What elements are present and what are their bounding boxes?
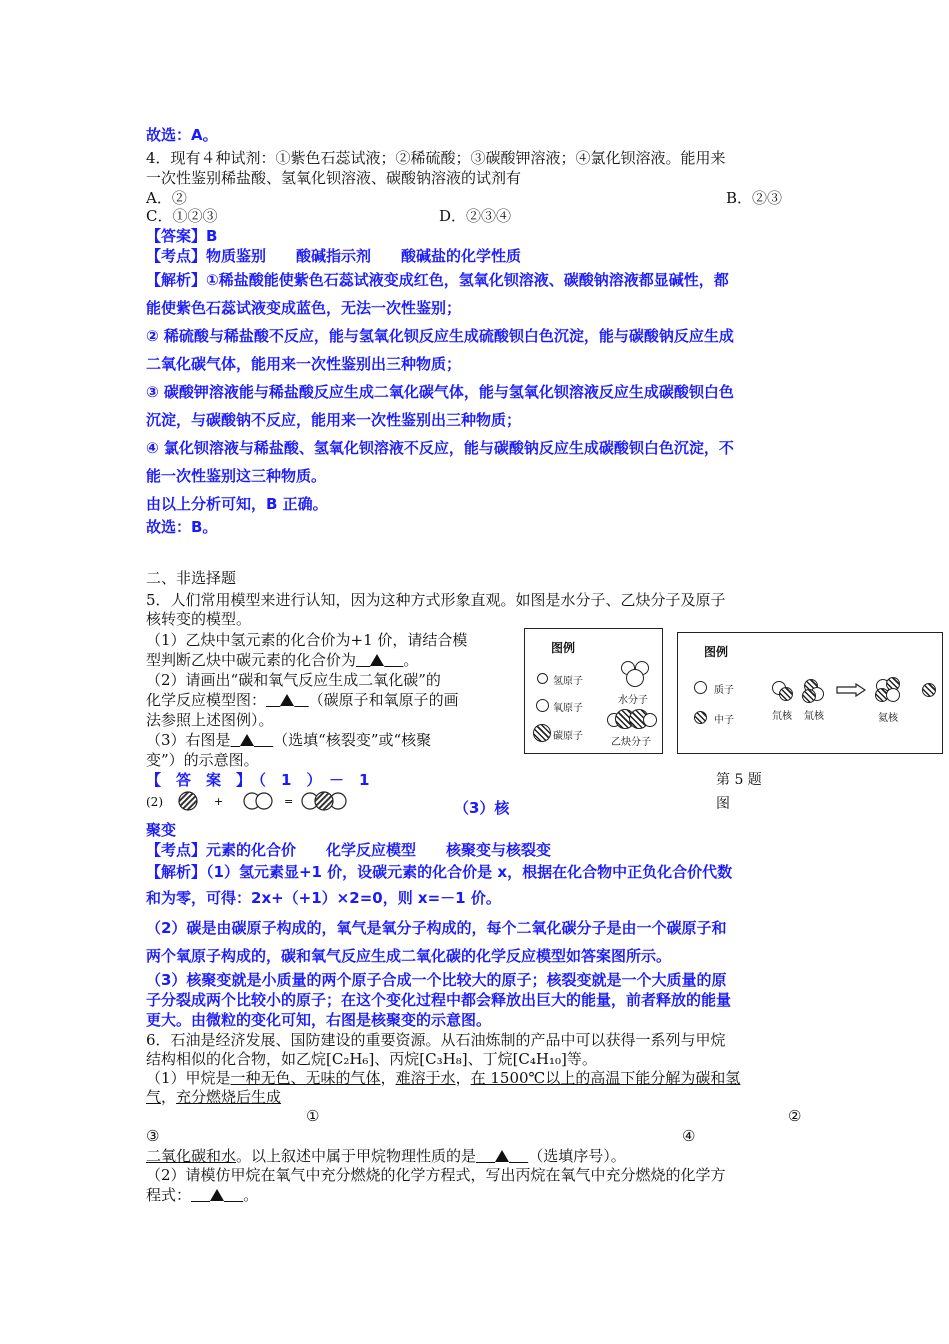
marker-1: ① xyxy=(306,1107,320,1125)
tritium-label: 氚核 xyxy=(804,711,824,722)
q4-analysis-6: 沉淀，与碳酸钠不反应，能用来一次性鉴别出三种物质； xyxy=(146,411,522,429)
water-molecule-label: 水分子 xyxy=(618,695,648,706)
q5-part1-1: （1）乙炔中氢元素的化合价为+1 价，请结合模 xyxy=(146,631,468,649)
q4-option-a: A．② xyxy=(146,189,187,207)
triangle-icon xyxy=(370,654,384,666)
svg-text:=: = xyxy=(284,795,294,808)
property-1: 一种无色、无味的气体 xyxy=(230,1069,381,1087)
q5-part1-2: 型判断乙炔中碳元素的化合价为 。 xyxy=(146,651,419,669)
answer-blank xyxy=(476,1147,528,1165)
water-o-icon xyxy=(626,669,644,687)
q4-analysis-3: ② 稀硫酸与稀盐酸不反应，能与氢氧化钡反应生成硫酸钡白色沉淀，能与碳酸钠反应生成 xyxy=(146,327,734,345)
q5-answer-4: 聚变 xyxy=(146,821,177,839)
oxygen-atom-label: 氧原子 xyxy=(553,703,583,714)
q5-analysis-2: 和为零，可得：2x+（+1）×2=0，则 x=－1 价。 xyxy=(146,889,501,907)
q5-part2-3: 法参照上述图例）。 xyxy=(146,711,274,729)
acetylene-label: 乙炔分子 xyxy=(611,737,651,748)
q5-topic: 【考点】元素的化合价 化学反应模型 核聚变与核裂变 xyxy=(146,841,552,859)
triangle-icon xyxy=(210,1189,224,1201)
q6-stem-1: 6．石油是经济发展、国防建设的重要资源。从石油炼制的产品中可以获得一系列与甲烷 xyxy=(146,1031,726,1049)
q5-part2-2: 化学反应模型图： （碳原子和氧原子的画 xyxy=(146,691,459,709)
q5-analysis-3: （2）碳是由碳原子构成的，氧气是氧分子构成的，每个二氧化碳分子是由一个碳原子和 xyxy=(146,919,727,937)
property-2: 难溶于水 xyxy=(395,1069,456,1087)
q5-part3-2: 变”）的示意图。 xyxy=(146,751,259,769)
acetylene-h-icon xyxy=(643,713,657,727)
q5-answer-1: 【 答 案 】 （ 1 ） － 1 xyxy=(146,771,370,789)
q4-answer: 【答案】B xyxy=(146,227,218,245)
q5-stem-1: 5．人们常用模型来进行认知，因为这种方式形象直观。如图是水分子、乙炔分子及原子 xyxy=(146,591,726,609)
svg-text:+: + xyxy=(214,795,224,808)
q4-option-b: B．②③ xyxy=(726,189,783,207)
tritium-neutron-icon xyxy=(802,689,816,703)
q4-analysis-5: ③ 碳酸钾溶液能与稀盐酸反应生成二氧化碳气体，能与氢氧化钡溶液反应生成碳酸钡白色 xyxy=(146,383,734,401)
triangle-icon xyxy=(240,734,254,746)
answer-blank xyxy=(356,651,403,669)
q6-part1-2: 气，充分燃烧后生成 xyxy=(146,1088,282,1106)
q4-analysis-1: 【解析】①稀盐酸能使紫色石蕊试液变成红色，氢氧化钡溶液、碳酸钠溶液都显碱性，都 xyxy=(146,271,729,289)
q4-topic: 【考点】物质鉴别 酸碱指示剂 酸碱盐的化学性质 xyxy=(146,247,522,265)
q4-analysis-10: 故选：B。 xyxy=(146,518,218,536)
q5-part2-1: （2）请画出“碳和氧气反应生成二氧化碳”的 xyxy=(146,671,441,689)
neutron-label: 中子 xyxy=(714,715,734,726)
free-neutron-icon xyxy=(922,683,936,697)
q5-part3-1: （3）右图是 （选填“核裂变”或“核聚 xyxy=(146,731,432,749)
legend-title: 图例 xyxy=(551,641,576,655)
carbon-atom-label: 碳原子 xyxy=(553,731,583,742)
hydrogen-atom-icon xyxy=(537,673,548,684)
q5-stem-2: 核转变的模型。 xyxy=(146,610,252,628)
proton-icon xyxy=(694,681,707,694)
neutron-icon xyxy=(694,711,707,724)
q4-analysis-8: 能一次性鉴别这三种物质。 xyxy=(146,467,327,485)
helium-proton-icon xyxy=(886,688,900,702)
q4-analysis-4: 二氧化碳气体，能用来一次性鉴别出三种物质； xyxy=(146,355,462,373)
q4-analysis-9: 由以上分析可知，B 正确。 xyxy=(146,495,328,513)
property-3: 在 1500℃以上的高温下能分解为碳和氢 xyxy=(470,1069,741,1087)
marker-2: ② xyxy=(788,1107,802,1125)
answer-blank xyxy=(191,1186,243,1204)
q4-option-d: D．②③④ xyxy=(439,207,512,225)
prev-answer: 故选：A。 xyxy=(146,126,218,144)
q6-part2-2: 程式： 。 xyxy=(146,1186,259,1204)
proton-label: 质子 xyxy=(714,685,734,696)
q5-part1-text: 型判断乙炔中碳元素的化合价为 xyxy=(146,651,357,669)
q6-part1-3: 二氧化碳和水。以上叙述中属于甲烷物理性质的是 （选填序号）。 xyxy=(146,1147,626,1165)
nuclear-fusion-figure xyxy=(677,632,943,754)
q4-stem-1: 4．现有４种试剂：①紫色石蕊试液；②稀硫酸；③碳酸钾溶液；④氯化钡溶液。能用来 xyxy=(146,149,726,167)
figure-caption-2: 图 xyxy=(716,796,730,812)
q4-stem-2: 一次性鉴别稀盐酸、氢氧化钡溶液、碳酸钠溶液的试剂有 xyxy=(146,169,522,187)
q5-analysis-5: （3）核聚变就是小质量的两个原子合成一个比较大的原子；核裂变就是一个大质量的原 xyxy=(146,971,727,989)
q5-analysis-4: 两个氧原子构成的，碳和氧气反应生成二氧化碳的化学反应模型如答案图所示。 xyxy=(146,947,672,965)
q6-part1-1: （1）甲烷是一种无色、无味的气体，难溶于水，在 1500℃以上的高温下能分解为碳和氢 xyxy=(146,1069,741,1087)
q4-option-c: C．①②③ xyxy=(146,207,218,225)
arrow-right-icon xyxy=(836,683,866,697)
legend-figure-1 xyxy=(524,628,663,754)
hydrogen-atom-label: 氢原子 xyxy=(553,676,583,687)
q6-stem-2: 结构相似的化合物，如乙烷[C₂H₆]、丙烷[C₃H₈]、丁烷[C₄H₁₀]等。 xyxy=(146,1050,597,1068)
oxygen-atom-icon xyxy=(536,699,549,712)
q6-part2-1: （2）请模仿甲烷在氧气中充分燃烧的化学方程式，写出丙烷在氧气中充分燃烧的化学方 xyxy=(146,1166,726,1184)
q5-answer-3: （3）核 xyxy=(454,799,510,817)
figure-caption-1: 第 5 题 xyxy=(716,772,762,788)
answer-blank xyxy=(231,731,274,749)
q5-analysis-6: 子分裂成两个比较小的原子；在这个变化过程中都会释放出巨大的能量，前者释放的能量 xyxy=(146,991,732,1009)
triangle-icon xyxy=(280,694,294,706)
deuterium-neutron-icon xyxy=(779,687,793,701)
marker-4: ④ xyxy=(682,1127,696,1145)
answer-model-drawing xyxy=(172,790,362,814)
carbon-atom-icon xyxy=(533,724,551,742)
property-4: 充分燃烧后生成 xyxy=(176,1088,282,1106)
q4-analysis-7: ④ 氯化钡溶液与稀盐酸、氢氧化钡溶液不反应，能与碳酸钠反应生成碳酸钡白色沉淀，不 xyxy=(146,439,734,457)
q5-analysis-1: 【解析】（1）氢元素显+1 价，设碳元素的化合价是 x，根据在化合物中正负化合价代数 xyxy=(146,863,733,881)
helium-label: 氦核 xyxy=(878,713,898,724)
section-title: 二、非选择题 xyxy=(146,569,237,587)
legend-title: 图例 xyxy=(704,645,729,659)
q5-answer-2-label: (2) xyxy=(146,795,163,809)
deuterium-label: 氘核 xyxy=(772,711,792,722)
q4-analysis-2: 能使紫色石蕊试液变成蓝色，无法一次性鉴别； xyxy=(146,299,462,317)
q5-analysis-7: 更大。由微粒的变化可知，右图是核聚变的示意图。 xyxy=(146,1011,492,1029)
marker-3: ③ xyxy=(146,1127,160,1145)
answer-blank xyxy=(266,691,309,709)
triangle-icon xyxy=(495,1150,509,1162)
